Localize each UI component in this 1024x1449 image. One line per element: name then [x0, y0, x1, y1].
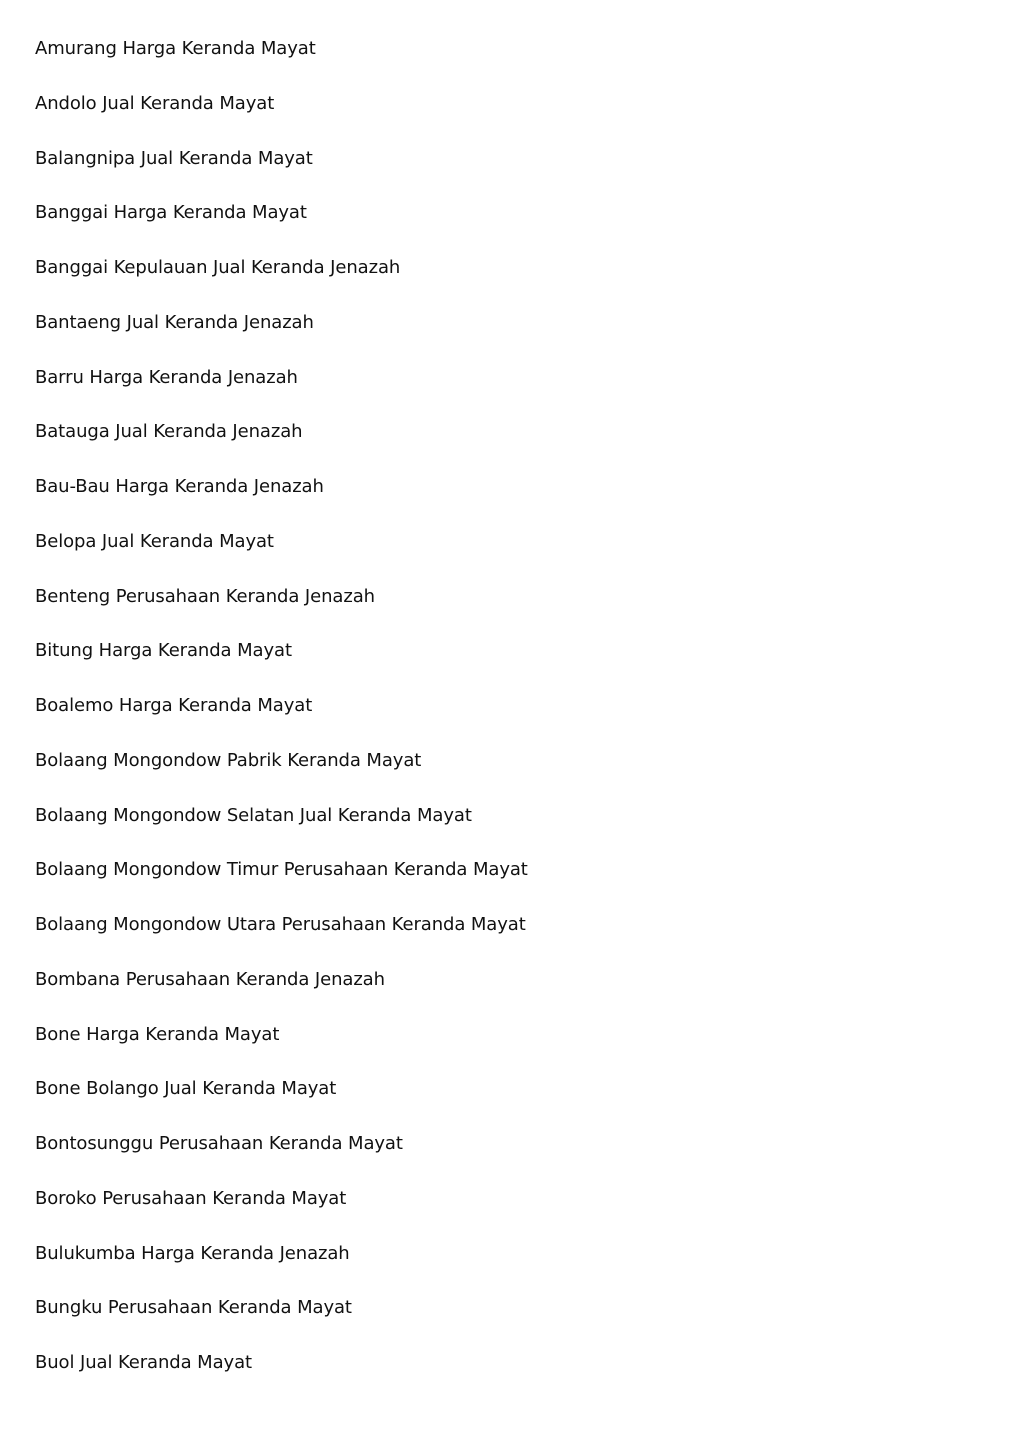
location-link[interactable]: Bantaeng Jual Keranda Jenazah: [35, 311, 314, 333]
location-link[interactable]: Bolaang Mongondow Pabrik Keranda Mayat: [35, 749, 422, 771]
location-link[interactable]: Bulukumba Harga Keranda Jenazah: [35, 1242, 350, 1264]
list-item: [35, 857, 935, 912]
list-item: [35, 474, 935, 529]
location-link[interactable]: Benteng Perusahaan Keranda Jenazah: [35, 585, 375, 607]
list-item: [35, 748, 935, 803]
location-link[interactable]: Andolo Jual Keranda Mayat: [35, 92, 275, 114]
list-item: [35, 1131, 935, 1186]
list-item: [35, 584, 935, 639]
list-item: [35, 803, 935, 858]
list-item: [35, 255, 935, 310]
location-link[interactable]: Boroko Perusahaan Keranda Mayat: [35, 1187, 347, 1209]
list-item: [35, 91, 935, 146]
list-item: [35, 693, 935, 748]
location-link[interactable]: Bone Harga Keranda Mayat: [35, 1023, 280, 1045]
location-link[interactable]: Bitung Harga Keranda Mayat: [35, 640, 292, 662]
location-link[interactable]: Buol Jual Keranda Mayat: [35, 1352, 252, 1373]
location-link[interactable]: Bolaang Mongondow Selatan Jual Keranda Mayat: [35, 804, 472, 826]
location-link[interactable]: Banggai Kepulauan Jual Keranda Jenazah: [35, 257, 401, 278]
location-link[interactable]: Barru Harga Keranda Jenazah: [35, 366, 298, 388]
list-item: [35, 1241, 935, 1296]
location-link[interactable]: Bau-Bau Harga Keranda Jenazah: [35, 476, 324, 497]
list-item: [35, 200, 935, 255]
list-item: [35, 365, 935, 420]
location-link[interactable]: Bontosunggu Perusahaan Keranda Mayat: [35, 1133, 403, 1154]
list-item: [35, 419, 935, 474]
list-item: [35, 912, 935, 967]
list-item: [35, 529, 935, 584]
location-link[interactable]: Bungku Perusahaan Keranda Mayat: [35, 1297, 352, 1319]
location-link-list: [35, 36, 935, 1405]
list-item: [35, 310, 935, 365]
location-link[interactable]: Bone Bolango Jual Keranda Mayat: [35, 1078, 337, 1100]
list-item: [35, 638, 935, 693]
location-link[interactable]: Batauga Jual Keranda Jenazah: [35, 421, 303, 443]
list-item: [35, 1350, 935, 1405]
location-link[interactable]: Bolaang Mongondow Utara Perusahaan Keranda Mayat: [35, 914, 526, 935]
location-link[interactable]: Boalemo Harga Keranda Mayat: [35, 695, 313, 716]
list-item: [35, 967, 935, 1022]
list-item: [35, 146, 935, 201]
location-link[interactable]: Bolaang Mongondow Timur Perusahaan Keranda Mayat: [35, 859, 528, 881]
location-link[interactable]: Belopa Jual Keranda Mayat: [35, 530, 274, 552]
list-item: [35, 36, 935, 91]
list-item: [35, 1186, 935, 1241]
location-link[interactable]: Bombana Perusahaan Keranda Jenazah: [35, 968, 385, 990]
location-link[interactable]: Banggai Harga Keranda Mayat: [35, 202, 307, 224]
list-item: [35, 1022, 935, 1077]
list-item: [35, 1076, 935, 1131]
list-item: [35, 1295, 935, 1350]
location-link[interactable]: Amurang Harga Keranda Mayat: [35, 38, 316, 59]
location-link[interactable]: Balangnipa Jual Keranda Mayat: [35, 147, 313, 169]
